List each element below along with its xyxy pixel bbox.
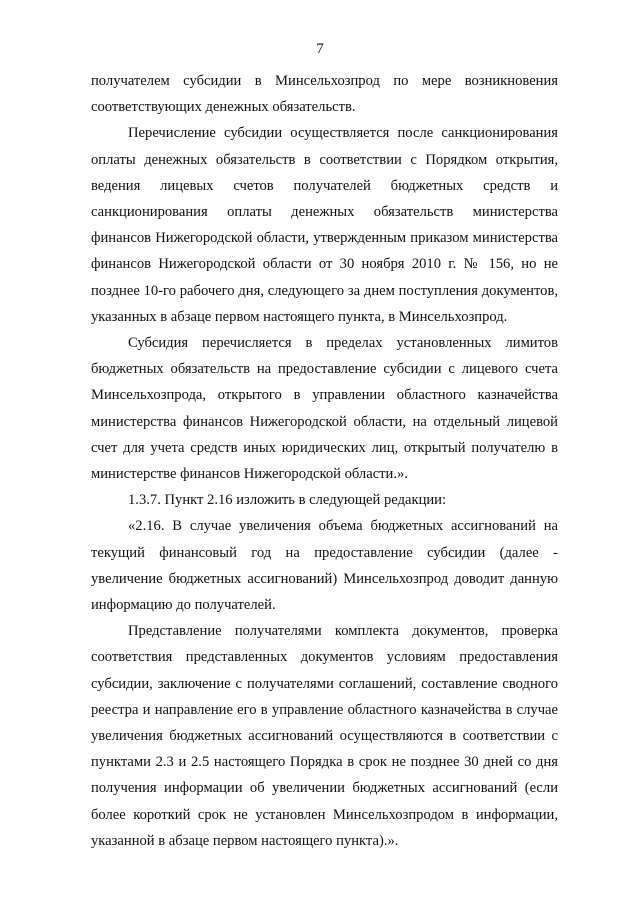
document-body	[91, 68, 558, 854]
paragraph-continuation: получателем субсидии в Минсельхозпрод по мере возникновения соответствующих денежных обязательств.	[91, 73, 558, 116]
paragraph-subsidy-limits: Субсидия перечисляется в пределах установленных лимитов бюджетных обязательств на предоставление субсидии с лицевого счета Минсельхозпрода, открытого в управлении областного казначейства министерства финансов Нижегородской области, на отдельный лицевой счет для учета средств иных юридических лиц, открытый получателю в министерстве финансов Нижегородской области.».	[91, 335, 558, 483]
paragraph-subsidy-transfer-conditions: Перечисление субсидии осуществляется после санкционирования оплаты денежных обязательств в соответствии с Порядком открытия, ведения лицевых счетов получателей бюджетных средств и санкционирования оплаты денежных обязательств министерства финансов Нижегородской области, утвержденным приказом министерства финансов Нижегородской области от 30 ноября 2010 г. № 156, но не позднее 10-го рабочего дня, следующего за днем поступления документов, указанных в абзаце первом настоящего пункта, в Минсельхозпрод.	[91, 125, 558, 325]
paragraph-clause-2-16: «2.16. В случае увеличения объема бюджетных ассигнований на текущий финансовый год на предоставление субсидии (далее - увеличение бюджетных ассигнований) Минсельхозпрод доводит данную информацию до получателей.	[91, 518, 558, 614]
paragraph-document-submission: Представление получателями комплекта документов, проверка соответствия представленных документов условиям предоставления субсидии, заключение с получателями соглашений, составление сводного реестра и направление его в управление областного казначейства в случае увеличения бюджетных ассигнований осуществляются в соответствии с пунктами 2.3 и 2.5 настоящего Порядка в срок не позднее 30 дней со дня получения информации об увеличении бюджетных ассигнований (если более короткий срок не установлен Минсельхозпродом в информации, указанной в абзаце первом настоящего пункта).».	[91, 623, 558, 849]
page-number: 7	[316, 41, 324, 57]
paragraph-amendment-clause: 1.3.7. Пункт 2.16 изложить в следующей редакции:	[128, 492, 447, 509]
